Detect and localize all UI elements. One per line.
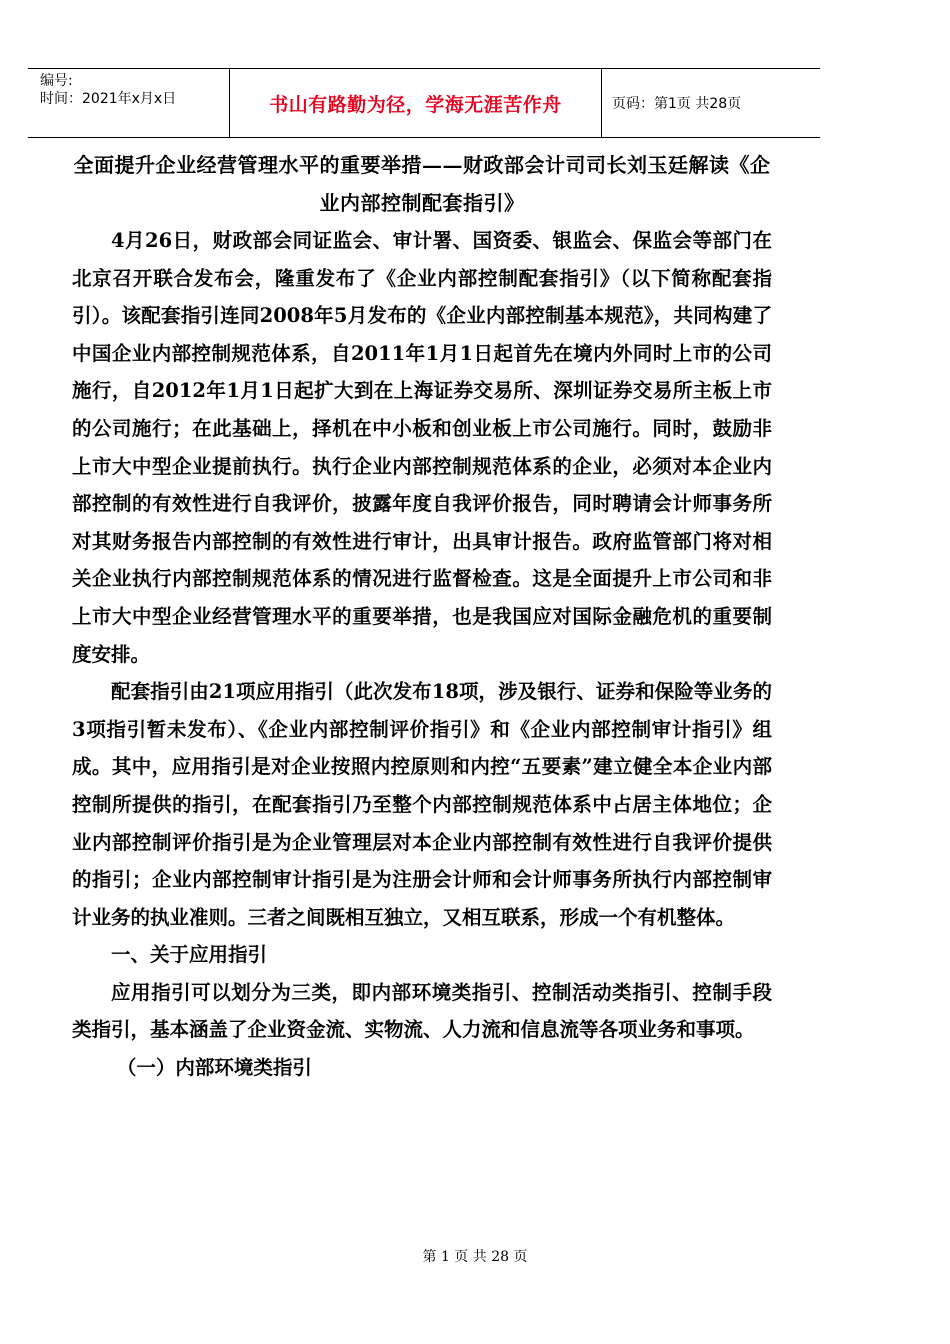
time-label: 时间：2021年x月x日 — [40, 91, 177, 107]
subsection-heading: （一）内部环境类指引 — [116, 1056, 312, 1080]
header-motto-cell — [230, 69, 602, 137]
header-meta-cell — [28, 69, 230, 137]
page-footer: 第 1 页 共 28 页 — [422, 1249, 528, 1265]
article-body — [72, 146, 772, 1087]
header-page-label: 页码：第1页 共28页 — [612, 96, 742, 112]
paragraph: 应用指引可以划分为三类，即内部环境类指引、控制活动类指引、控制手段类指引，基本涵盖了企业资金流、实物流、人力流和信息流等各项业务和事项。 — [72, 980, 772, 1042]
article-title: 全面提升企业经营管理水平的重要举措——财政部会计司司长刘玉廷解读《企业内部控制配套指引》 — [73, 153, 771, 215]
section-heading: 一、关于应用指引 — [111, 943, 268, 967]
paragraph: 配套指引由21项应用指引（此次发布18项，涉及银行、证券和保险等业务的3项指引暂未发布）、《企业内部控制评价指引》和《企业内部控制审计指引》组成。其中，应用指引是对企业按照内控原则和内控“五要素”建立健全本企业内部控制所提供的指引，在配套指引乃至整个内部控制规范体系中占居主体地位；企业内部控制评价指引是为企业管理层对本企业内部控制有效性进行自我评价提供的指引；企业内部控制审计指引是为注册会计师和会计师事务所执行内部控制审计业务的执业准则。三者之间既相互独立，又相互联系，形成一个有机整体。 — [72, 680, 772, 929]
serial-number-label: 编号: — [40, 73, 73, 89]
header-page-cell — [602, 69, 820, 137]
page-header — [28, 68, 820, 138]
paragraph: 4月26日，财政部会同证监会、审计署、国资委、银监会、保监会等部门在北京召开联合发布会，隆重发布了《企业内部控制配套指引》（以下简称配套指引）。该配套指引连同2008年5月发布的《企业内部控制基本规范》，共同构建了中国企业内部控制规范体系，自2011年1月1日起首先在境内外同时上市的公司施行，自2012年1月1日起扩大到在上海证券交易所、深圳证券交易所主板上市的公司施行；在此基础上，择机在中小板和创业板上市公司施行。同时，鼓励非上市大中型企业提前执行。执行企业内部控制规范体系的企业，必须对本企业内部控制的有效性进行自我评价，披露年度自我评价报告，同时聘请会计师事务所对其财务报告内部控制的有效性进行审计，出具审计报告。政府监管部门将对相关企业执行内部控制规范体系的情况进行监督检查。这是全面提升上市公司和非上市大中型企业经营管理水平的重要举措，也是我国应对国际金融危机的重要制度安排。 — [72, 229, 772, 666]
motto-text: 书山有路勤为径，学海无涯苦作舟 — [269, 93, 562, 116]
